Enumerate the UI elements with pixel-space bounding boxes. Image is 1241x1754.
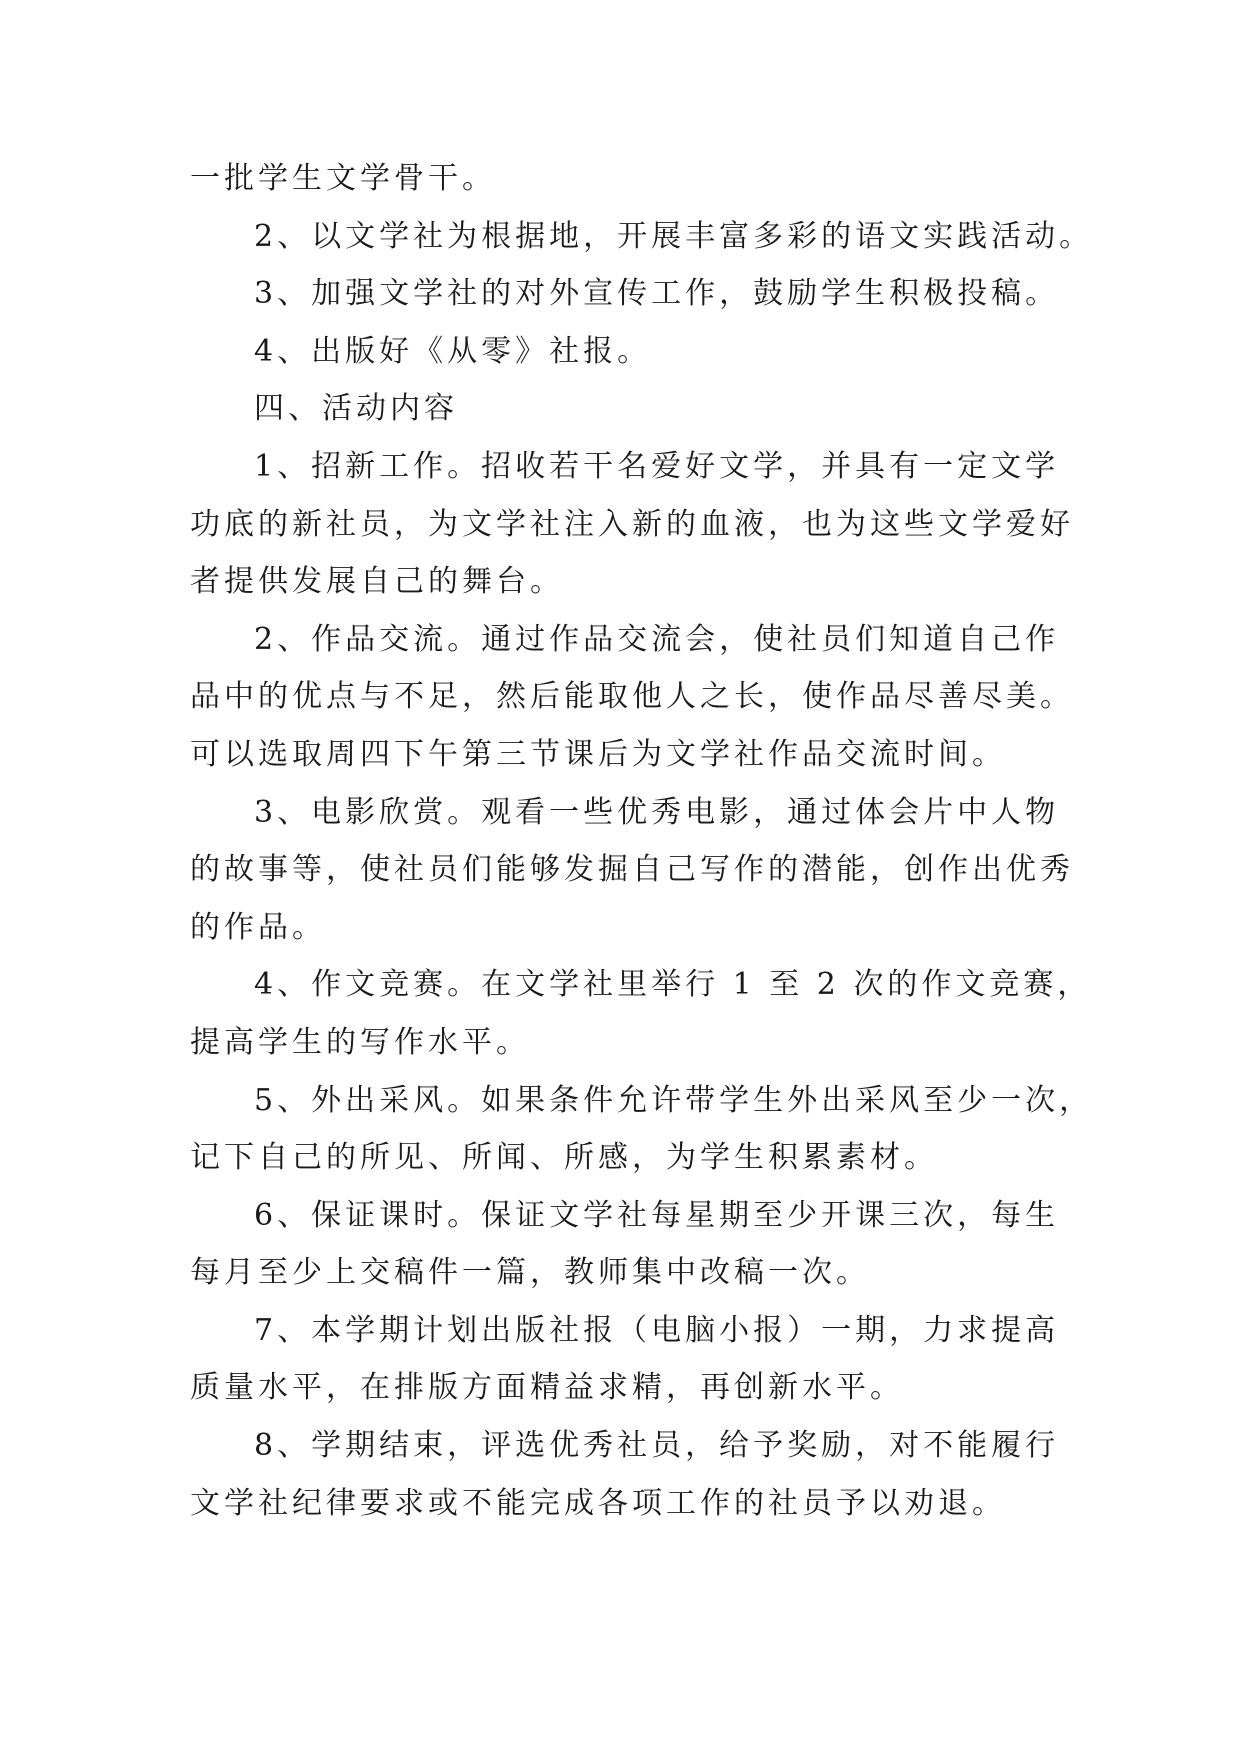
text-line: 2、作品交流。通过作品交流会，使社员们知道自己作 <box>254 621 1060 657</box>
text-line: 提高学生的写作水平。 <box>190 1024 530 1060</box>
text-line: 4、作文竞赛。在文学社里举行 1 至 2 次的作文竞赛， <box>254 967 1092 1003</box>
text-line: 3、电影欣赏。观看一些优秀电影，通过体会片中人物 <box>254 794 1060 830</box>
text-line: 文学社纪律要求或不能完成各项工作的社员予以劝退。 <box>190 1485 1006 1521</box>
text-line: 记下自己的所见、所闻、所感，为学生积累素材。 <box>190 1140 938 1176</box>
text-line: 质量水平，在排版方面精益求精，再创新水平。 <box>190 1370 904 1406</box>
section-heading: 四、活动内容 <box>254 391 458 427</box>
text-line: 品中的优点与不足，然后能取他人之长，使作品尽善尽美。 <box>190 679 1074 715</box>
text-line: 一批学生文学骨干。 <box>190 161 496 196</box>
text-line: 6、保证课时。保证文学社每星期至少开课三次，每生 <box>254 1197 1060 1233</box>
text-line: 的故事等，使社员们能够发掘自己写作的潜能，创作出优秀 <box>190 852 1074 888</box>
text-line: 2、以文学社为根据地，开展丰富多彩的语文实践活动。 <box>254 218 1094 254</box>
text-line: 7、本学期计划出版社报（电脑小报）一期，力求提高 <box>254 1312 1060 1348</box>
document-body <box>190 150 1094 1532</box>
text-line: 5、外出采风。如果条件允许带学生外出采风至少一次， <box>254 1082 1094 1118</box>
text-line: 每月至少上交稿件一篇，教师集中改稿一次。 <box>190 1255 870 1291</box>
text-line: 者提供发展自己的舞台。 <box>190 564 564 600</box>
text-line: 4、出版好《从零》社报。 <box>254 333 652 369</box>
text-line: 可以选取周四下午第三节课后为文学社作品交流时间。 <box>190 736 1006 772</box>
text-line: 8、学期结束，评选优秀社员，给予奖励，对不能履行 <box>254 1428 1060 1464</box>
text-line: 功底的新社员，为文学社注入新的血液，也为这些文学爱好 <box>190 506 1074 542</box>
text-line: 3、加强文学社的对外宣传工作，鼓励学生积极投稿。 <box>254 276 1060 312</box>
text-line: 1、招新工作。招收若干名爱好文学，并具有一定文学 <box>254 448 1060 484</box>
text-line: 的作品。 <box>190 909 326 945</box>
